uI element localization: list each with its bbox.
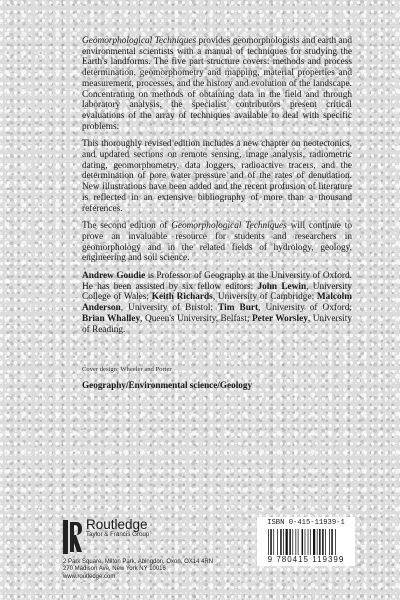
blurb-paragraph-1: Geomorphological Techniques provides geomorphologists and earth and environmental scientists with a manual of techniques for studying the Earth's landforms. The five part structure covers: methods and process determination, geomorphometry and mapping, material properties and measurement, processes, and the history and evolution of the landscape. Concentrating on methods of obtaining data in the field and through laboratory analysis, the specialist contributors present critical evaluations of the array of techniques available to deal with specific problems. bbox=[82, 36, 352, 132]
isbn-barcode-block bbox=[257, 517, 355, 566]
subject-category: Geography/Environmental science/Geology bbox=[82, 380, 253, 390]
editor-name: John Lewin bbox=[257, 281, 307, 292]
author-bio: Andrew Goudie is Professor of Geography at the University of Oxford. He has been assisted by six fellow editors: John Lewin, University College of Wales; Keith Richards, University of Cambridge; Malcolm Anderson, University of Bristol; Tim Burt, University of Oxford; Brian Whalley, Queen's University, Belfast; Peter Worsley, University of Reading. bbox=[82, 271, 352, 335]
book-title: Geomorphological Techniques bbox=[82, 36, 197, 46]
address-line: 270 Madison Ave, New York NY 10016 bbox=[63, 566, 166, 573]
publisher-address bbox=[63, 559, 213, 581]
editor-name: Peter Worsley bbox=[252, 313, 308, 324]
routledge-logo-icon bbox=[63, 520, 83, 554]
author-name: Andrew Goudie bbox=[82, 271, 146, 282]
isbn-label: ISBN 0-415-11939-1 bbox=[267, 519, 345, 527]
back-cover-blurb bbox=[82, 36, 352, 340]
editor-name: Tim Burt bbox=[218, 303, 259, 314]
publisher-group: Taylor & Francis Group bbox=[86, 531, 150, 538]
address-line: 2 Park Square, Milton Park, Abingdon, Oxon, OX14 4RN bbox=[63, 559, 214, 565]
barcode-icon bbox=[266, 529, 346, 555]
publisher-website: www.routledge.com bbox=[63, 573, 116, 580]
editor-name: Keith Richards bbox=[151, 292, 213, 303]
barcode-digits: 9 780415 119399 bbox=[267, 555, 345, 564]
book-title: Geomorphological Techniques bbox=[171, 221, 287, 232]
blurb-paragraph-2: This thoroughly revised edition includes a new chapter on neotectonics, and updated sections on remote sensing, image analysis, radiometric dating, geomorphometry, data loggers, radioactive tracers, and the determination of pore water pressure and of the rates of denudation. New illustrations have been added and the recent profusion of literature is reflected in an extensive bibliography of more than a thousand references. bbox=[82, 139, 352, 214]
editor-name: Malcolm Anderson bbox=[82, 292, 352, 314]
editor-name: Brian Whalley bbox=[82, 313, 141, 324]
blurb-paragraph-3: The second edition of Geomorphological Techniques will continue to prove an invaluable resource for students and researchers in geomorphology and in the related fields of hydrology, geology, engineering and soil science. bbox=[82, 221, 352, 264]
publisher-name: Routledge bbox=[86, 517, 148, 532]
cover-design-credit: Cover design: Wheeler and Porter bbox=[82, 366, 172, 373]
